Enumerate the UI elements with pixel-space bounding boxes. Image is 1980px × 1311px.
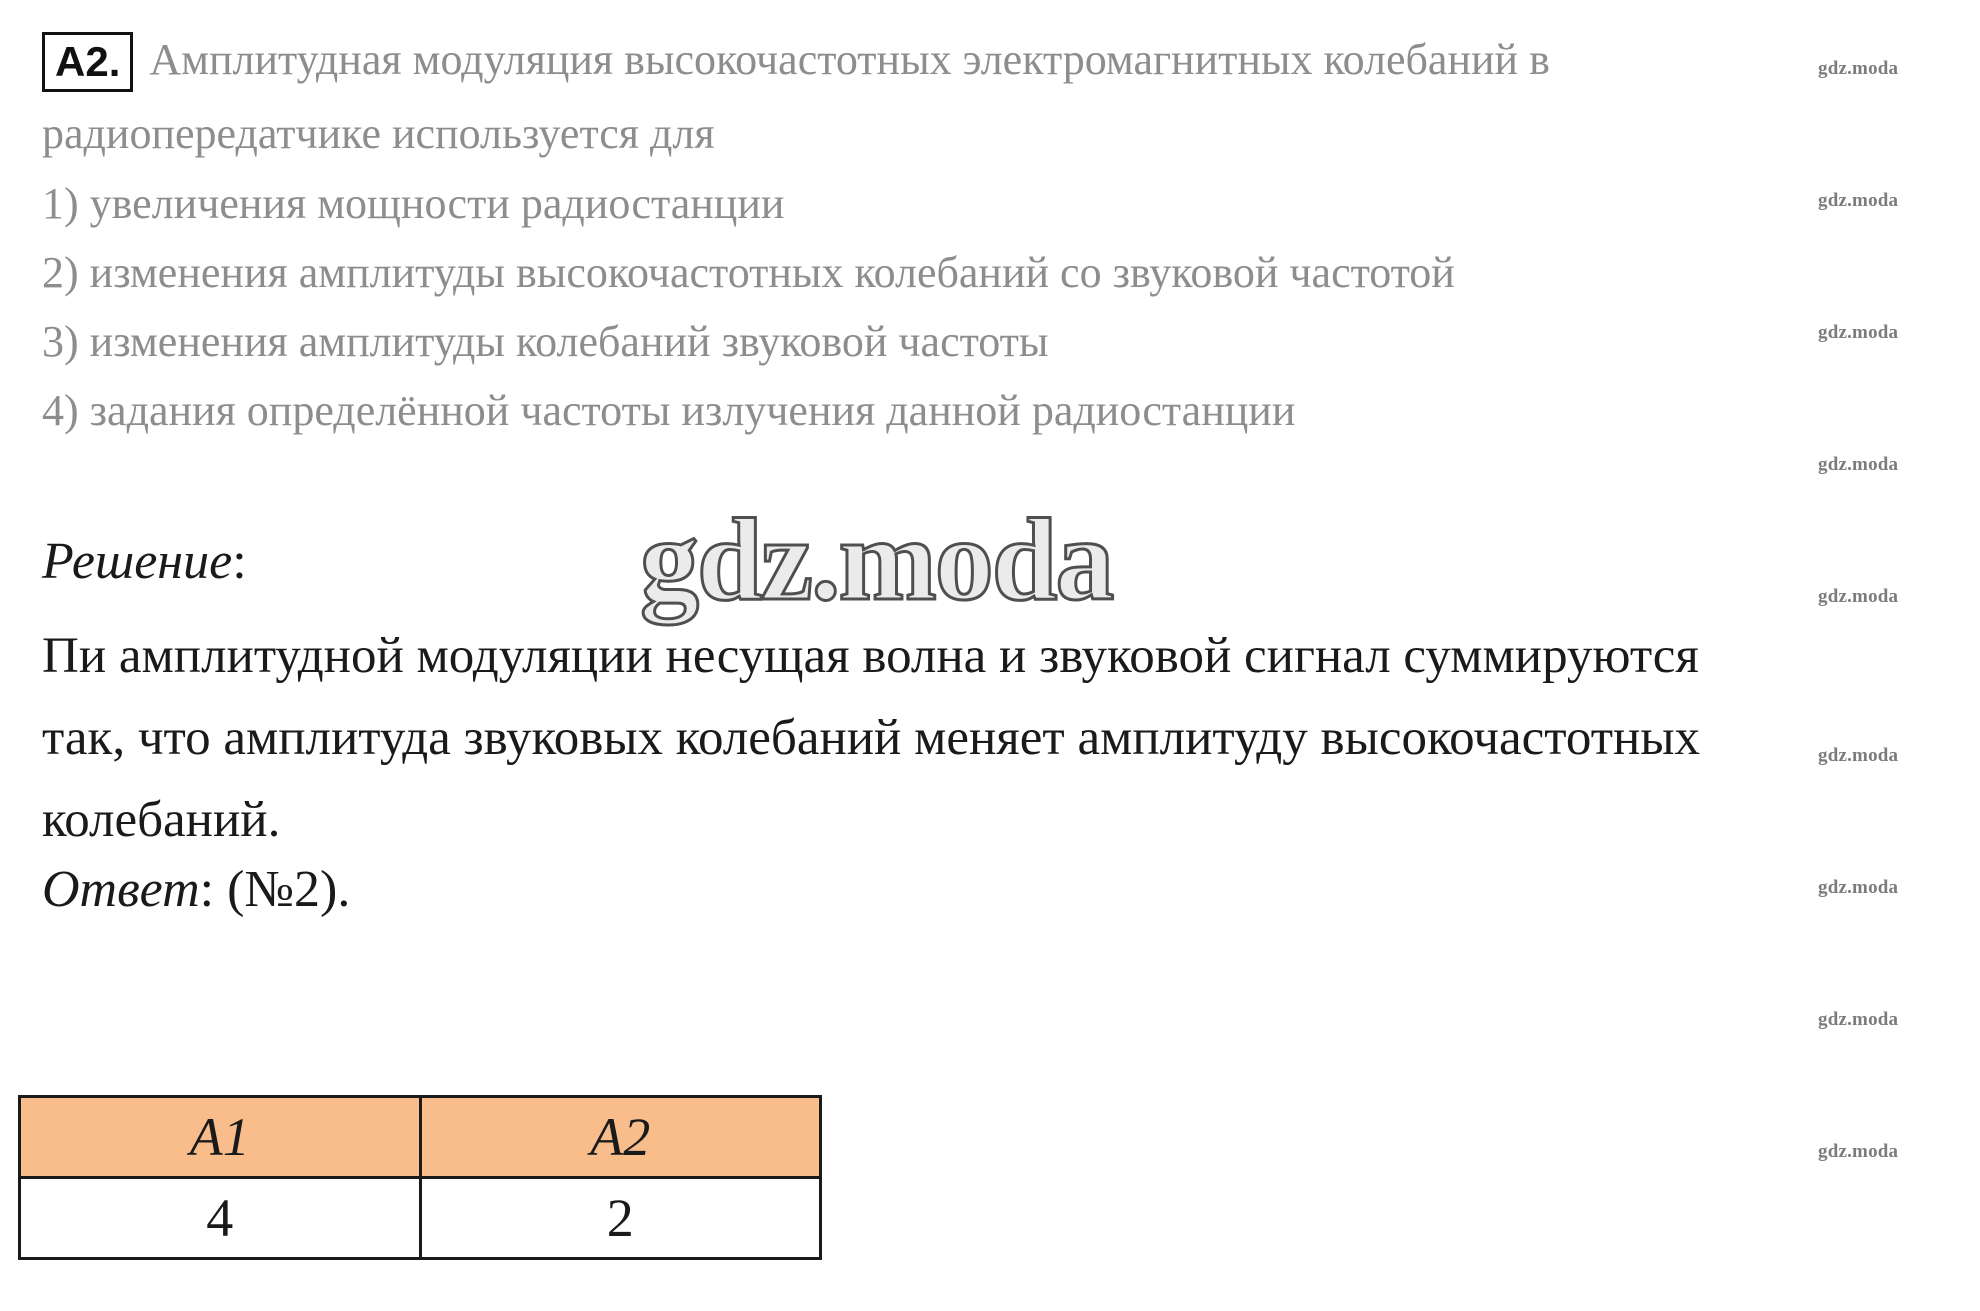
solution-label: Решение [42,533,233,590]
answer-table-header-a1: A1 [20,1097,421,1178]
question-first-line [42,32,1550,92]
watermark-small: gdz.moda [1818,454,1899,475]
answer-table-value-a2: 2 [420,1178,821,1259]
option-2: 2) изменения амплитуды высокочастотных колебаний со звуковой частотой [42,248,1455,297]
watermark-small: gdz.moda [1818,586,1899,607]
answer-label: Ответ [42,861,200,918]
watermark-small: gdz.moda [1818,322,1899,343]
watermark-small: gdz.moda [1818,1141,1899,1162]
question-text-line-2: радиопередатчике используется для [42,109,715,158]
solution-text [42,615,1972,861]
solution-colon: : [232,533,247,590]
watermark-small: gdz.moda [1818,877,1899,898]
option-1: 1) увеличения мощности радиостанции [42,179,785,228]
answer-table-header-row [20,1097,821,1178]
watermark-small: gdz.moda [1818,1009,1899,1030]
solution-line-2: так, что амплитуда звуковых колебаний меняет амплитуду высокочастотных [42,710,1701,766]
solution-heading [42,530,247,594]
answer-table-value-a1: 4 [20,1178,421,1259]
watermark-small: gdz.moda [1818,190,1899,211]
watermark-small: gdz.moda [1818,745,1899,766]
answer-line [42,858,350,922]
solution-line-1: Пи амплитудной модуляции несущая волна и звуковой сигнал суммируются [42,628,1699,684]
option-4: 4) задания определённой частоты излучения данной радиостанции [42,386,1296,435]
answer-table-value-row [20,1178,821,1259]
option-3: 3) изменения амплитуды колебаний звуковой частоты [42,317,1049,366]
answer-table [18,1095,822,1260]
watermark-logo: gdz.moda [640,494,1113,625]
watermark-small: gdz.moda [1818,58,1899,79]
answer-table-header-a2: A2 [420,1097,821,1178]
question-number-badge: A2. [42,32,133,92]
answer-value: : (№2). [199,861,351,918]
solution-line-3: колебаний. [42,792,281,848]
question-text-line-1: Амплитудная модуляция высокочастотных электромагнитных колебаний в [149,35,1550,84]
